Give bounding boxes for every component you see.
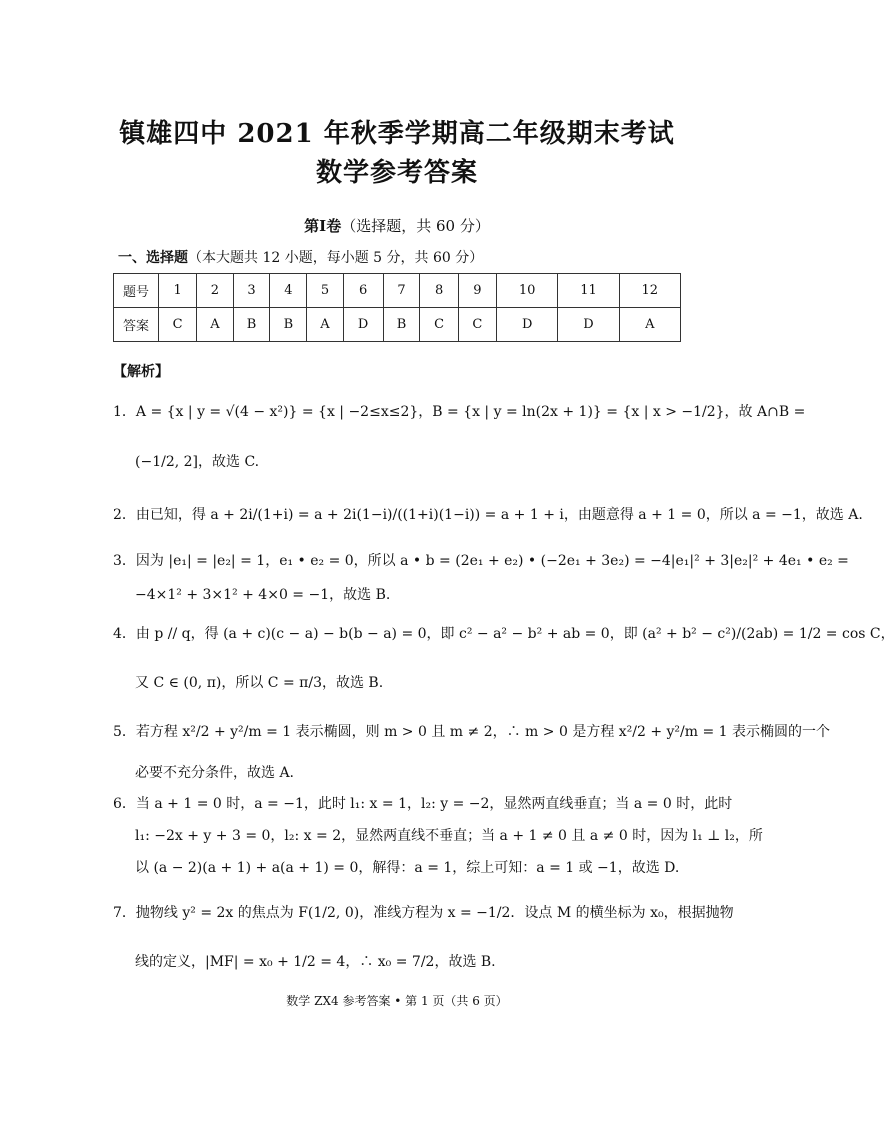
volume-label: 第Ⅰ卷 — [304, 217, 342, 235]
table-cell: A — [307, 308, 343, 342]
solution-line: (−1/2, 2]，故选 C. — [135, 454, 260, 470]
table-cell: 10 — [497, 274, 558, 308]
table-cell: 5 — [307, 274, 343, 308]
table-cell: D — [497, 308, 558, 342]
volume-desc: （选择题，共 60 分） — [341, 217, 490, 235]
section-label: 一、选择题 — [118, 250, 188, 266]
table-cell: 8 — [420, 274, 458, 308]
table-cell: C — [159, 308, 197, 342]
solution-line: 线的定义，|MF| = x₀ + 1/2 = 4，∴ x₀ = 7/2，故选 B. — [135, 954, 496, 970]
solution-line: 1．A = {x | y = √(4 − x²)} = {x | −2≤x≤2}，B = {x | y = ln(2x + 1)} = {x | x > −1/2}，故 A∩B = — [113, 404, 806, 420]
solution-line: 必要不充分条件，故选 A. — [135, 765, 295, 781]
solution-line: 7．抛物线 y² = 2x 的焦点为 F(1/2, 0)，准线方程为 x = −1/2．设点 M 的横坐标为 x₀，根据抛物 — [113, 905, 734, 921]
table-cell: B — [233, 308, 270, 342]
exam-title: 镇雄四中 2021 年秋季学期高二年级期末考试 — [119, 119, 675, 149]
table-cell: D — [343, 308, 383, 342]
table-cell: 12 — [619, 274, 680, 308]
table-cell: C — [420, 308, 458, 342]
table-cell: 11 — [558, 274, 619, 308]
solution-line: 4．由 p // q，得 (a + c)(c − a) − b(b − a) = 0，即 c² − a² − b² + ab = 0，即 (a² + b² − c²)/(2ab) = 1/2 = cos C， — [113, 626, 895, 642]
table-cell: 9 — [458, 274, 496, 308]
table-cell: 1 — [159, 274, 197, 308]
solution-line: 以 (a − 2)(a + 1) + a(a + 1) = 0，解得：a = 1，综上可知：a = 1 或 −1，故选 D. — [135, 860, 680, 876]
table-row-numbers — [114, 274, 681, 308]
table-cell: 3 — [233, 274, 270, 308]
table-cell: C — [458, 308, 496, 342]
table-header-label: 题号 — [114, 274, 159, 308]
table-cell: 4 — [270, 274, 307, 308]
table-cell: 2 — [197, 274, 233, 308]
solution-line: 又 C ∈ (0, π)，所以 C = π/3，故选 B. — [135, 675, 384, 691]
analysis-heading: 【解析】 — [113, 364, 169, 380]
table-cell: 7 — [383, 274, 420, 308]
table-cell: B — [383, 308, 420, 342]
solution-line: 6．当 a + 1 = 0 时，a = −1，此时 l₁: x = 1，l₂: y = −2，显然两直线垂直；当 a = 0 时，此时 — [113, 796, 733, 812]
page-footer: 数学 ZX4 参考答案 • 第 1 页（共 6 页） — [286, 994, 508, 1008]
table-cell: 6 — [343, 274, 383, 308]
table-cell: B — [270, 308, 307, 342]
volume-heading — [0, 215, 794, 236]
table-answer-label: 答案 — [114, 308, 159, 342]
answer-table — [113, 273, 681, 342]
solution-line: 5．若方程 x²/2 + y²/m = 1 表示椭圆，则 m > 0 且 m ≠ 2，∴ m > 0 是方程 x²/2 + y²/m = 1 表示椭圆的一个 — [113, 724, 831, 740]
exam-subtitle: 数学参考答案 — [315, 158, 478, 188]
solution-line: 2．由已知，得 a + 2i/(1+i) = a + 2i(1−i)/((1+i)(1−i)) = a + 1 + i，由题意得 a + 1 = 0，所以 a = −1，故选 A. — [113, 507, 863, 523]
solution-line: l₁: −2x + y + 3 = 0，l₂: x = 2，显然两直线不垂直；当 a + 1 ≠ 0 且 a ≠ 0 时，因为 l₁ ⊥ l₂，所 — [135, 828, 763, 844]
section-heading — [118, 247, 483, 267]
solution-line: −4×1² + 3×1² + 4×0 = −1，故选 B. — [135, 587, 391, 603]
solution-line: 3．因为 |e₁| = |e₂| = 1，e₁ • e₂ = 0，所以 a • b = (2e₁ + e₂) • (−2e₁ + 3e₂) = −4|e₁|² + 3|e₂|² + 4e₁ • e₂ = — [113, 553, 849, 569]
table-cell: A — [197, 308, 233, 342]
section-desc: （本大题共 12 小题，每小题 5 分，共 60 分） — [188, 250, 484, 266]
table-row-answers — [114, 308, 681, 342]
table-cell: A — [619, 308, 680, 342]
table-cell: D — [558, 308, 619, 342]
